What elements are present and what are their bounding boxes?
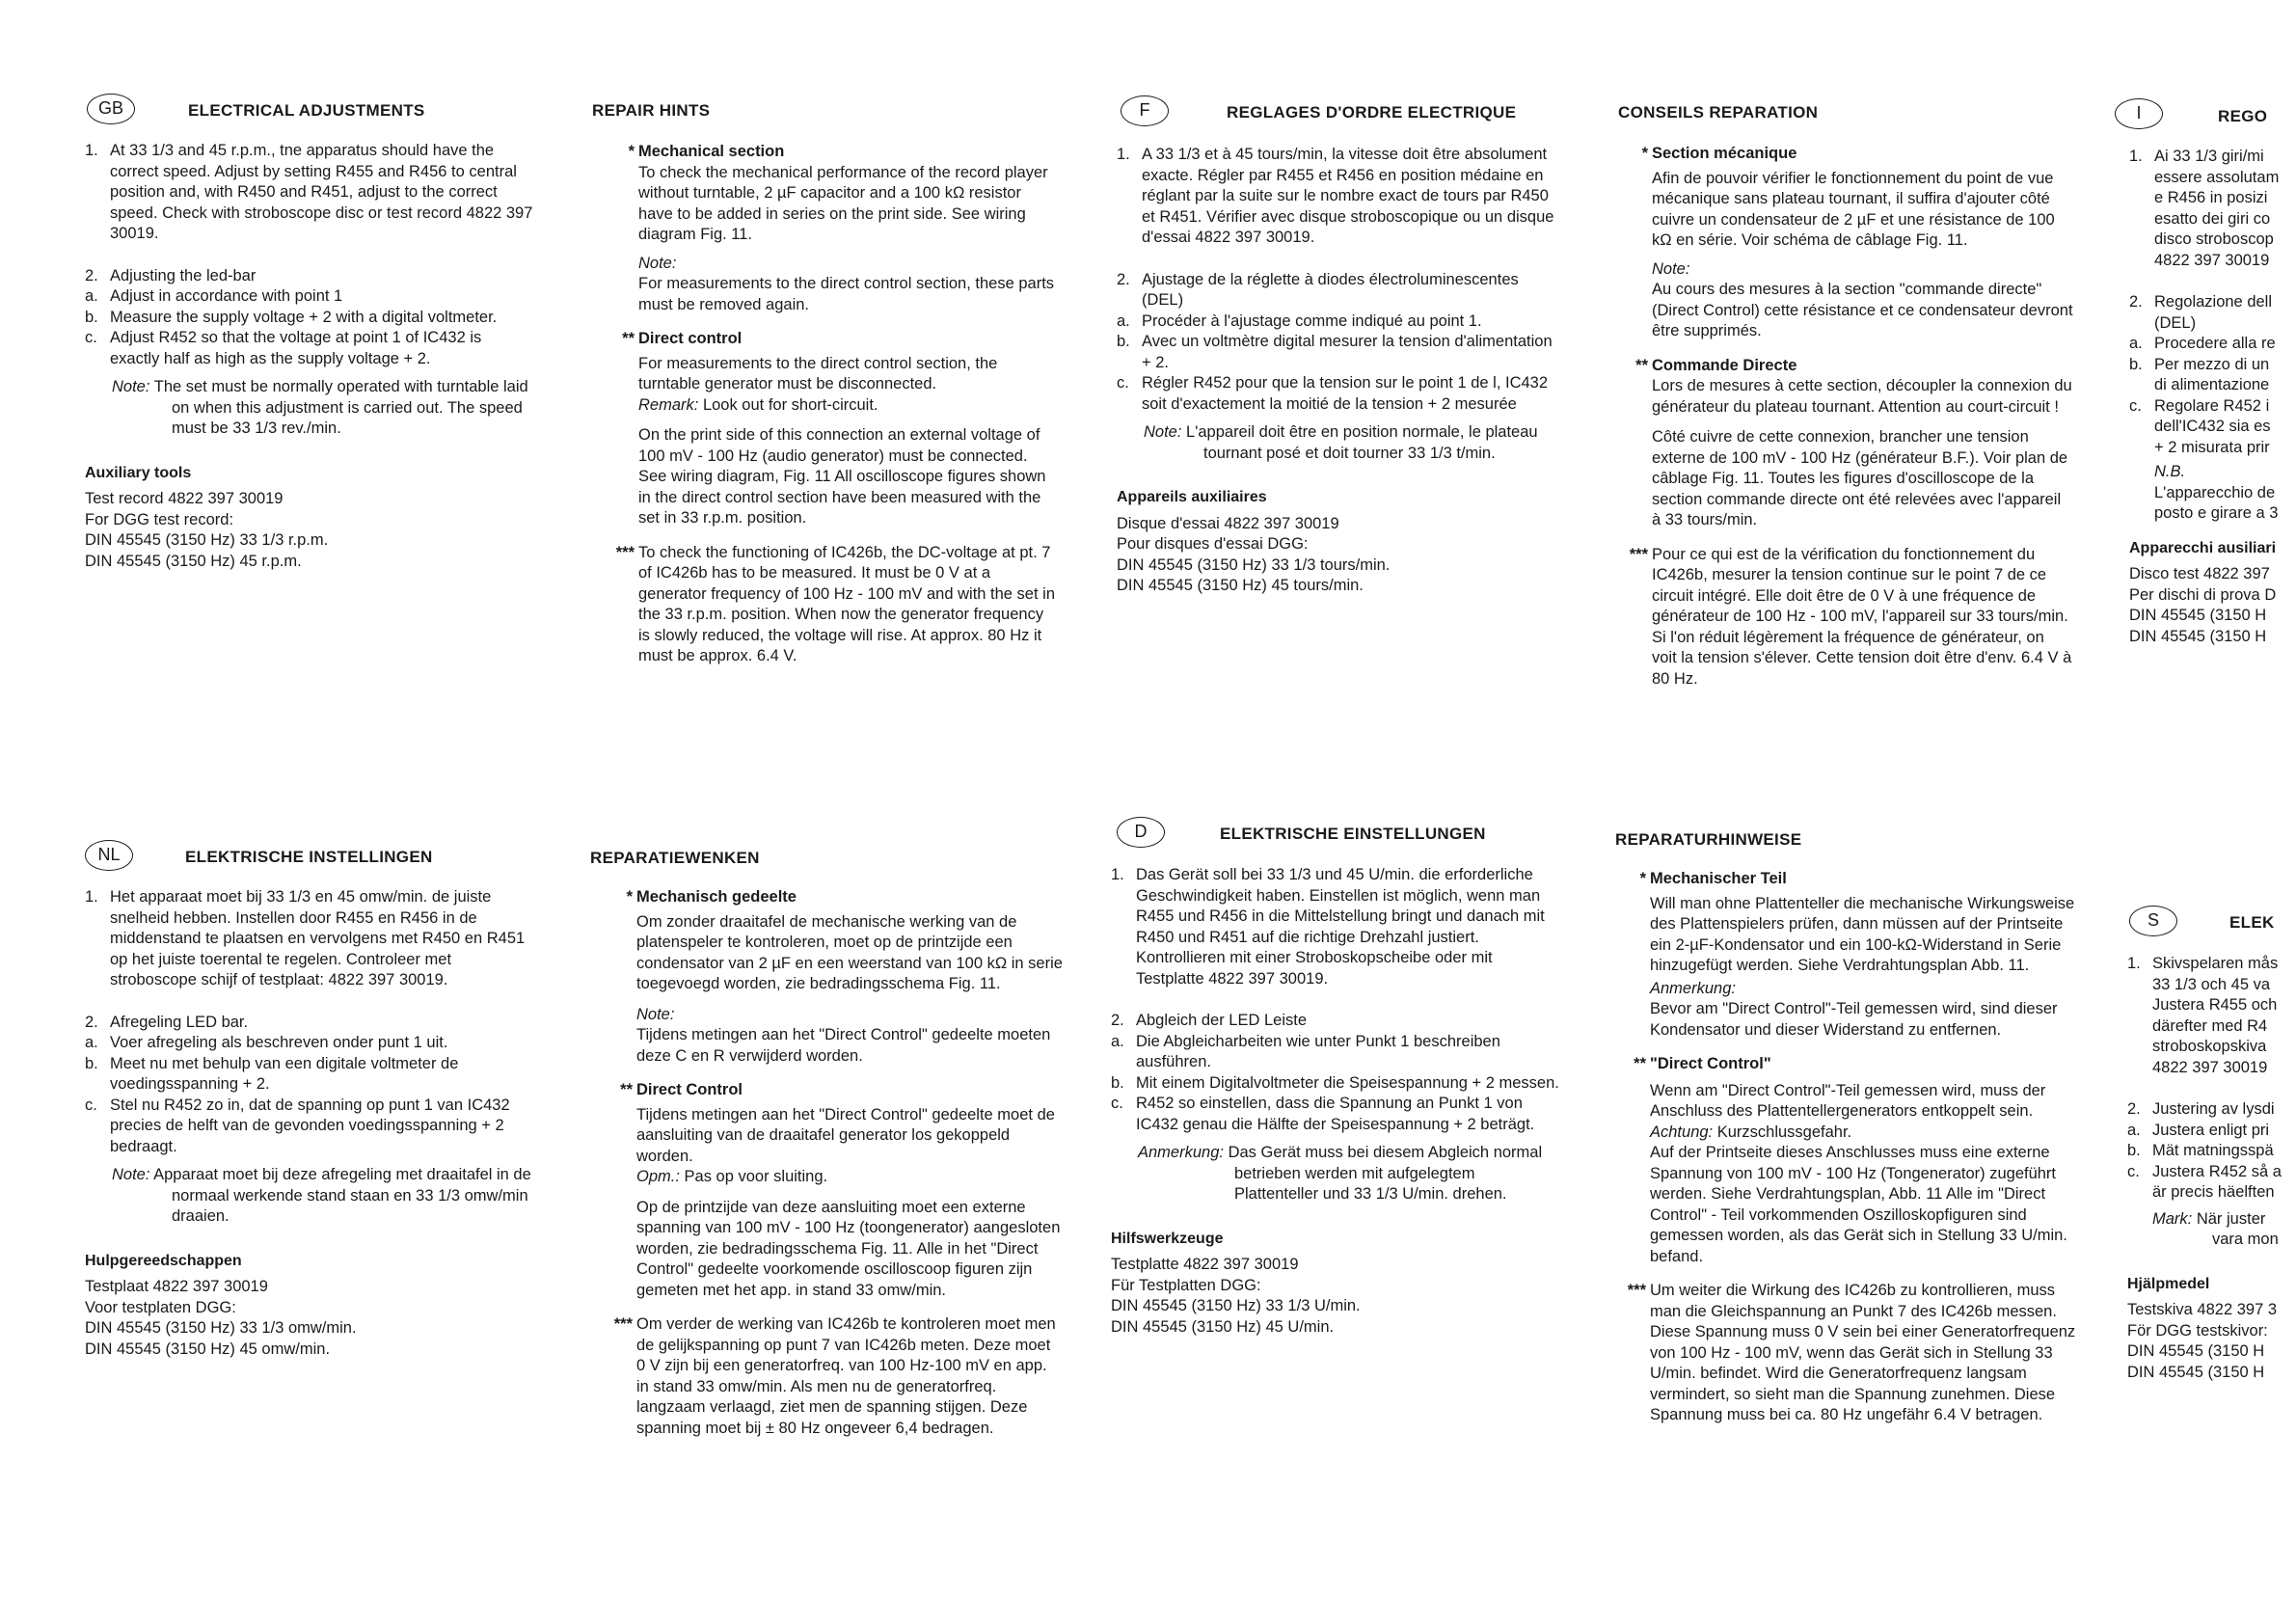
tools-title: Apparecchi ausiliari [2129, 539, 2277, 556]
section-title-reparaturhinweise: REPARATURHINWEISE [1615, 830, 1802, 849]
list-item: 2. Abgleich der LED Leiste [1111, 1012, 1308, 1029]
repair-text: Afin de pouvoir vérifier le fonctionnement du point de vue mécanique sans plateau tournant, il suffira d'ajouter côté cuivre un condensateur de 2 µF et une résistance de 100 kΩ en série. Voir schéma de câblage Fig. 11. [1652, 169, 2055, 249]
section-title-conseils: CONSEILS REPARATION [1618, 103, 1819, 122]
remark: Remark: Look out for short-circuit. [638, 395, 878, 414]
note-text: Tijdens metingen aan het "Direct Control" gedeelte moeten deze C en R verwijderd worden. [636, 1026, 1051, 1065]
list-item: 2. Regolazione dell (DEL) [2129, 293, 2273, 332]
list-item: b. Per mezzo di un di alimentazione [2129, 355, 2270, 393]
nb-line: L'apparecchio de [2154, 483, 2276, 501]
language-badge-d: D [1117, 817, 1165, 848]
tool-line: Pour disques d'essai DGG: [1117, 535, 1309, 553]
repair-item: *** To check the functioning of IC426b, the DC-voltage at pt. 7 of IC426b has to be measured. It must be 0 V at a generator frequency of 100 Hz - 100 mV and with the set in the 33 r.p.m. position. When now the generator frequency is slowly reduced, the voltage will rise. At approx. 80 Hz it must be approx. 6.4 V. [615, 543, 1055, 664]
list-item: 1. A 33 1/3 et à 45 tours/min, la vitesse doit être absolument exacte. Régler par R455 et R456 en position médaine en réglant par la suite sur le nombre exact de tours par R450 et R451. Vérifier avec disque stroboscopique ou un disque d'essai 4822 397 30019. [1117, 146, 1554, 246]
note-label: Note: [638, 254, 677, 272]
se-body [2127, 954, 2296, 1383]
tool-line: DIN 45545 (3150 Hz) 45 omw/min. [85, 1340, 331, 1358]
repair-text: Op de printzijde van deze aansluiting moet een externe spanning van 100 mV - 100 Hz (toongenerator) aangesloten worden, zie bedradingsschema Fig. 11. Alle in het "Direct Control" gedeelte voorkomende oscilloscoop figuren zijn gemeten met het app. in stand 33 omw/min. [636, 1198, 1061, 1299]
language-badge-s: S [2129, 906, 2177, 936]
note-text: Bevor am "Direct Control"-Teil gemessen wird, sind dieser Kondensator und dieser Widerstand zu entfernen. [1650, 1000, 2058, 1039]
tool-line: DIN 45545 (3150 Hz) 33 1/3 omw/min. [85, 1319, 357, 1337]
list-item: c. Régler R452 pour que la tension sur le point 1 de l, IC432 soit d'exactement la moitié de la tension + 2 mesurée [1117, 374, 1549, 413]
repair-item: * Mechanischer Teil [1639, 870, 1787, 887]
section-title-elektrische-einstellungen: ELEKTRISCHE EINSTELLUNGEN [1220, 825, 1486, 843]
repair-text: Om zonder draaitafel de mechanische werking van de platenspeler te kontroleren, moet op de printzijde een condensator van 2 µF en een weerstand van 100 kΩ in serie toegevoegd worden, zie bedradingsschema Fig. 11. [636, 912, 1063, 992]
repair-text: For measurements to the direct control section, the turntable generator must be disconnected. [638, 354, 998, 392]
note-label: Anmerkung: [1650, 979, 1736, 997]
list-item: b. Meet nu met behulp van een digitale voltmeter de voedingsspanning + 2. [85, 1054, 459, 1093]
tool-line: Testskiva 4822 397 3 [2127, 1301, 2278, 1318]
list-item: a. Adjust in accordance with point 1 [85, 287, 343, 305]
repair-item: *** Um weiter die Wirkung des IC426b zu kontrollieren, muss man die Gleichspannung an Punkt 7 des IC426b messen. Diese Spannung muss 0 V sein bei einer Generatorfrequenz von 100 Hz - 100 mV, wenn das Gerät sich in Stellung 33 U/min. befindet. Wird die Generatorfrequenz langsam vermindert, so sieht man die Spannung zunehmen. Diese Spannung muss bei ca. 80 Hz ungefähr 6.4 V betragen. [1627, 1282, 2076, 1423]
section-title-reglages: REGLAGES D'ORDRE ELECTRIQUE [1227, 103, 1517, 122]
list-item: c. R452 so einstellen, dass die Spannung an Punkt 1 von IC432 genau die Hälfte der Speisespannung + 2 beträgt. [1111, 1095, 1535, 1133]
fr-body [1117, 145, 1560, 597]
tool-line: DIN 45545 (3150 H [2129, 607, 2267, 624]
note-text: Au cours des mesures à la section "commande directe" (Direct Control) cette résistance et ce condensateur devront être supprimés. [1652, 281, 2073, 339]
tools-title: Appareils auxiliaires [1117, 489, 1267, 505]
repair-text: Auf der Printseite dieses Anschlusses muss eine externe Spannung von 100 mV - 100 Hz (Tongenerator) zugeführt werden. Siehe Verdrahtungsplan, Abb. 11 Alle im "Direct Control" - Teil vorkommenden Oszilloskopfiguren sind gemessen worden, als das Gerät sich in Stellung 33 U/min. befand. [1650, 1144, 2067, 1265]
repair-text: Will man ohne Plattenteller die mechanische Wirkungsweise des Plattenspielers prüfen, dann müssen auf der Printseite ein 2-µF-Kondensator und ein 100-kΩ-Widerstand in Serie hinzugefügt werden. Siehe Verdrahtungsplan Abb. 11. [1650, 894, 2075, 974]
list-item: 1. Das Gerät soll bei 33 1/3 und 45 U/min. die erforderliche Geschwindigkeit haben. Einstellen ist möglich, wenn man R455 und R456 in die Mittelstellung bringt und danach mit R450 und R451 auf die richtige Drehzahl justiert. Kontrollieren mit einer Stroboskopscheibe oder mit Testplatte 4822 397 30019. [1111, 866, 1545, 988]
list-item: b. Measure the supply voltage + 2 with a digital voltmeter. [85, 308, 498, 326]
list-item: 1. Het apparaat moet bij 33 1/3 en 45 omw/min. de juiste snelheid hebben. Instellen door R455 en R456 in de middenstand te plaatsen en vervolgens met R450 en R451 op het juiste toerental te regelen. Controleer met stroboscope schijf of testplaat: 4822 397 30019. [85, 888, 526, 988]
list-item: c. Justera R452 så a är precis häelften [2127, 1162, 2282, 1201]
list-item: 1. At 33 1/3 and 45 r.p.m., tne apparatus should have the correct speed. Adjust by setting R455 and R456 to central position and, with R450 and R451, adjust to the correct speed. Check with stroboscope disc or test record 4822 397 30019. [85, 142, 533, 242]
section-title-electrical-adjustments: ELECTRICAL ADJUSTMENTS [188, 101, 425, 120]
tool-line: Test record 4822 397 30019 [85, 490, 284, 507]
list-item: a. Procéder à l'ajustage comme indiqué au point 1. [1117, 311, 1482, 330]
tool-line: Voor testplaten DGG: [85, 1298, 236, 1316]
tool-line: DIN 45545 (3150 Hz) 45 tours/min. [1117, 577, 1364, 594]
remark: Opm.: Pas op voor sluiting. [636, 1168, 828, 1185]
repair-text: Lors de mesures à cette section, découpler la connexion du générateur du plateau tournant. Attention au court-circuit ! [1652, 377, 2072, 416]
note: Note: L'appareil doit être en position normale, le plateau tournant posé et doit tourner 33 1/3 t/min. [1144, 423, 1538, 462]
repair-item: *** Om verder de werking van IC426b te kontroleren moet men de gelijkspanning op punt 7 van IC426b meten. Deze moet 0 V zijn bij een generatorfreq. van 100 Hz-100 mV en app. in stand 33 omw/min. Als men nu de generatorfreq. langzaam verlaagd, ziet men de spanning stijgen. Deze spanning moet bij ± 80 Hz ongeveer 6,4 bedragen. [613, 1315, 1056, 1437]
repair-de-body [1604, 869, 2083, 1426]
list-item: 2. Justering av lysdi [2127, 1100, 2275, 1118]
note-text: For measurements to the direct control section, these parts must be removed again. [638, 275, 1055, 313]
list-item: c. Stel nu R452 zo in, dat de spanning op punt 1 van IC432 precies de helft van de gevonden voedingsspanning + 2 bedraagt. [85, 1096, 510, 1155]
tool-line: Disque d'essai 4822 397 30019 [1117, 514, 1339, 532]
repair-item: *** Pour ce qui est de la vérification du fonctionnement du IC426b, mesurer la tension continue sur le point 7 de ce circuit intégré. Elle doit être de 0 V à une fréquence de générateur de 100 Hz - 100 mV, l'appareil sur 33 tours/min. Si l'on réduit légèrement la fréquence de générateur, on voit la tension s'élever. Cette tension doit être d'env. 6.4 V à 80 Hz. [1629, 545, 2072, 688]
section-title-repair-hints: REPAIR HINTS [592, 101, 711, 120]
tool-line: For DGG test record: [85, 510, 234, 528]
list-item: a. Die Abgleicharbeiten wie unter Punkt 1 beschreiben ausführen. [1111, 1032, 1500, 1070]
tool-line: Testplaat 4822 397 30019 [85, 1278, 268, 1295]
section-title-se: ELEK [2229, 913, 2275, 932]
list-item: a. Voer afregeling als beschreven onder punt 1 uit. [85, 1034, 448, 1051]
nb-label: N.B. [2154, 463, 2186, 480]
nb-line: posto e girare a 3 [2154, 504, 2279, 522]
repair-fr-body [1606, 144, 2073, 690]
tool-line: DIN 45545 (3150 Hz) 33 1/3 tours/min. [1117, 555, 1391, 574]
repair-text: On the print side of this connection an external voltage of 100 mV - 100 Hz (audio generator) must be connected. See wiring diagram, Fig. 11 All oscilloscope figures shown in the direct control section have been measured with the set in 33 r.p.m. position. [638, 426, 1046, 527]
repair-item: ** Commande Directe [1635, 356, 1797, 374]
section-title-elektrische-instellingen: ELEKTRISCHE INSTELLINGEN [185, 848, 433, 866]
repair-text: Côté cuivre de cette connexion, brancher une tension externe de 100 mV - 100 Hz (générateur B.F.). Voir plan de câblage Fig. 11. Toutes les figures d'oscilloscope de la section commande directe ont été relevées avec l'appareil à 33 tours/min. [1652, 428, 2068, 528]
note: Note: The set must be normally operated with turntable laid on when this adjustment is carried out. The speed must be 33 1/3 rev./min. [112, 378, 528, 437]
repair-text: To check the mechanical performance of the record player without turntable, 2 µF capacitor and a 100 kΩ resistor have to be added in series on the print side. See wiring diagram Fig. 11. [638, 163, 1048, 243]
section-title-reparatiewenken: REPARATIEWENKEN [590, 849, 760, 867]
list-item: 2. Adjusting the led-bar [85, 266, 257, 284]
nl-body [85, 887, 538, 1360]
list-item: a. Justera enligt pri [2127, 1121, 2270, 1139]
tool-line: DIN 45545 (3150 H [2127, 1363, 2265, 1381]
tools-title: Hulpgereedschappen [85, 1252, 242, 1269]
tool-line: Per dischi di prova D [2129, 585, 2277, 604]
language-badge-nl: NL [85, 840, 133, 871]
list-item: c. Regolare R452 i dell'IC432 sia es + 2 misurata prir [2129, 396, 2271, 456]
note: Note: Apparaat moet bij deze afregeling met draaitafel in de normaal werkende stand staan en 33 1/3 omw/min draaien. [112, 1166, 531, 1225]
repair-item: ** "Direct Control" [1634, 1055, 1771, 1072]
gb-body [85, 141, 533, 572]
list-item: b. Mät matningsspä [2127, 1142, 2274, 1159]
list-item: c. Adjust R452 so that the voltage at point 1 of IC432 is exactly half as high as the supply voltage + 2. [85, 329, 482, 367]
de-body [1111, 865, 1559, 1338]
tool-line: För DGG testskivor: [2127, 1321, 2268, 1340]
list-item: b. Avec un voltmètre digital mesurer la tension d'alimentation + 2. [1117, 333, 1553, 371]
it-body [2129, 147, 2296, 647]
tool-line: DIN 45545 (3150 Hz) 45 r.p.m. [85, 552, 302, 570]
tool-line: DIN 45545 (3150 Hz) 45 U/min. [1111, 1317, 1335, 1336]
note-label: Note: [1652, 259, 1690, 278]
list-item: 1. Ai 33 1/3 giri/mi essere assolutam e R456 in posizi esatto dei giri co disco stroboscop 4822 397 30019 [2129, 148, 2280, 269]
tool-line: Testplatte 4822 397 30019 [1111, 1256, 1299, 1273]
repair-en-body [592, 142, 1055, 667]
remark: Achtung: Kurzschlussgefahr. [1650, 1123, 1852, 1141]
note: Mark: När juster vara mon [2152, 1209, 2279, 1248]
repair-item: * Mechanisch gedeelte [626, 888, 797, 906]
tool-line: Für Testplatten DGG: [1111, 1276, 1261, 1294]
repair-item: ** Direct Control [620, 1081, 743, 1098]
tool-line: Disco test 4822 397 [2129, 565, 2270, 582]
list-item: 2. Ajustage de la réglette à diodes électroluminescentes (DEL) [1117, 270, 1519, 309]
list-item: 2. Afregeling LED bar. [85, 1013, 249, 1031]
tools-title: Auxiliary tools [85, 464, 192, 481]
tool-line: DIN 45545 (3150 Hz) 33 1/3 r.p.m. [85, 531, 329, 549]
tools-title: Hjälpmedel [2127, 1275, 2210, 1292]
note: Anmerkung: Das Gerät muss bei diesem Abgleich normal betrieben werden mit aufgelegtem Plattenteller und 33 1/3 U/min. drehen. [1138, 1144, 1543, 1203]
repair-item: * Mechanical section [628, 143, 785, 160]
list-item: a. Procedere alla re [2129, 335, 2276, 352]
repair-item: * Section mécanique [1641, 145, 1797, 162]
repair-text: Tijdens metingen aan het "Direct Control" gedeelte moet de aansluiting van de draaitafel generator los gekoppeld worden. [636, 1105, 1055, 1165]
language-badge-i: I [2115, 98, 2163, 129]
language-badge-f: F [1121, 95, 1169, 126]
section-title-it: REGO [2218, 107, 2268, 125]
list-item: 1. Skivspelaren mås 33 1/3 och 45 va Justera R455 och därefter med R4 stroboskopskiva 4822 397 30019 [2127, 955, 2279, 1076]
repair-nl-body [590, 887, 1063, 1439]
tool-line: DIN 45545 (3150 Hz) 33 1/3 U/min. [1111, 1297, 1361, 1314]
repair-text: Wenn am "Direct Control"-Teil gemessen wird, muss der Anschluss des Plattentellergenerators entkoppelt sein. [1650, 1081, 2046, 1120]
tool-line: DIN 45545 (3150 H [2129, 627, 2267, 645]
language-badge-gb: GB [87, 94, 135, 124]
note-label: Note: [636, 1005, 675, 1023]
tool-line: DIN 45545 (3150 H [2127, 1342, 2265, 1360]
tools-title: Hilfswerkzeuge [1111, 1230, 1224, 1247]
list-item: b. Mit einem Digitalvoltmeter die Speisespannung + 2 messen. [1111, 1073, 1559, 1092]
repair-item: ** Direct control [622, 330, 743, 347]
